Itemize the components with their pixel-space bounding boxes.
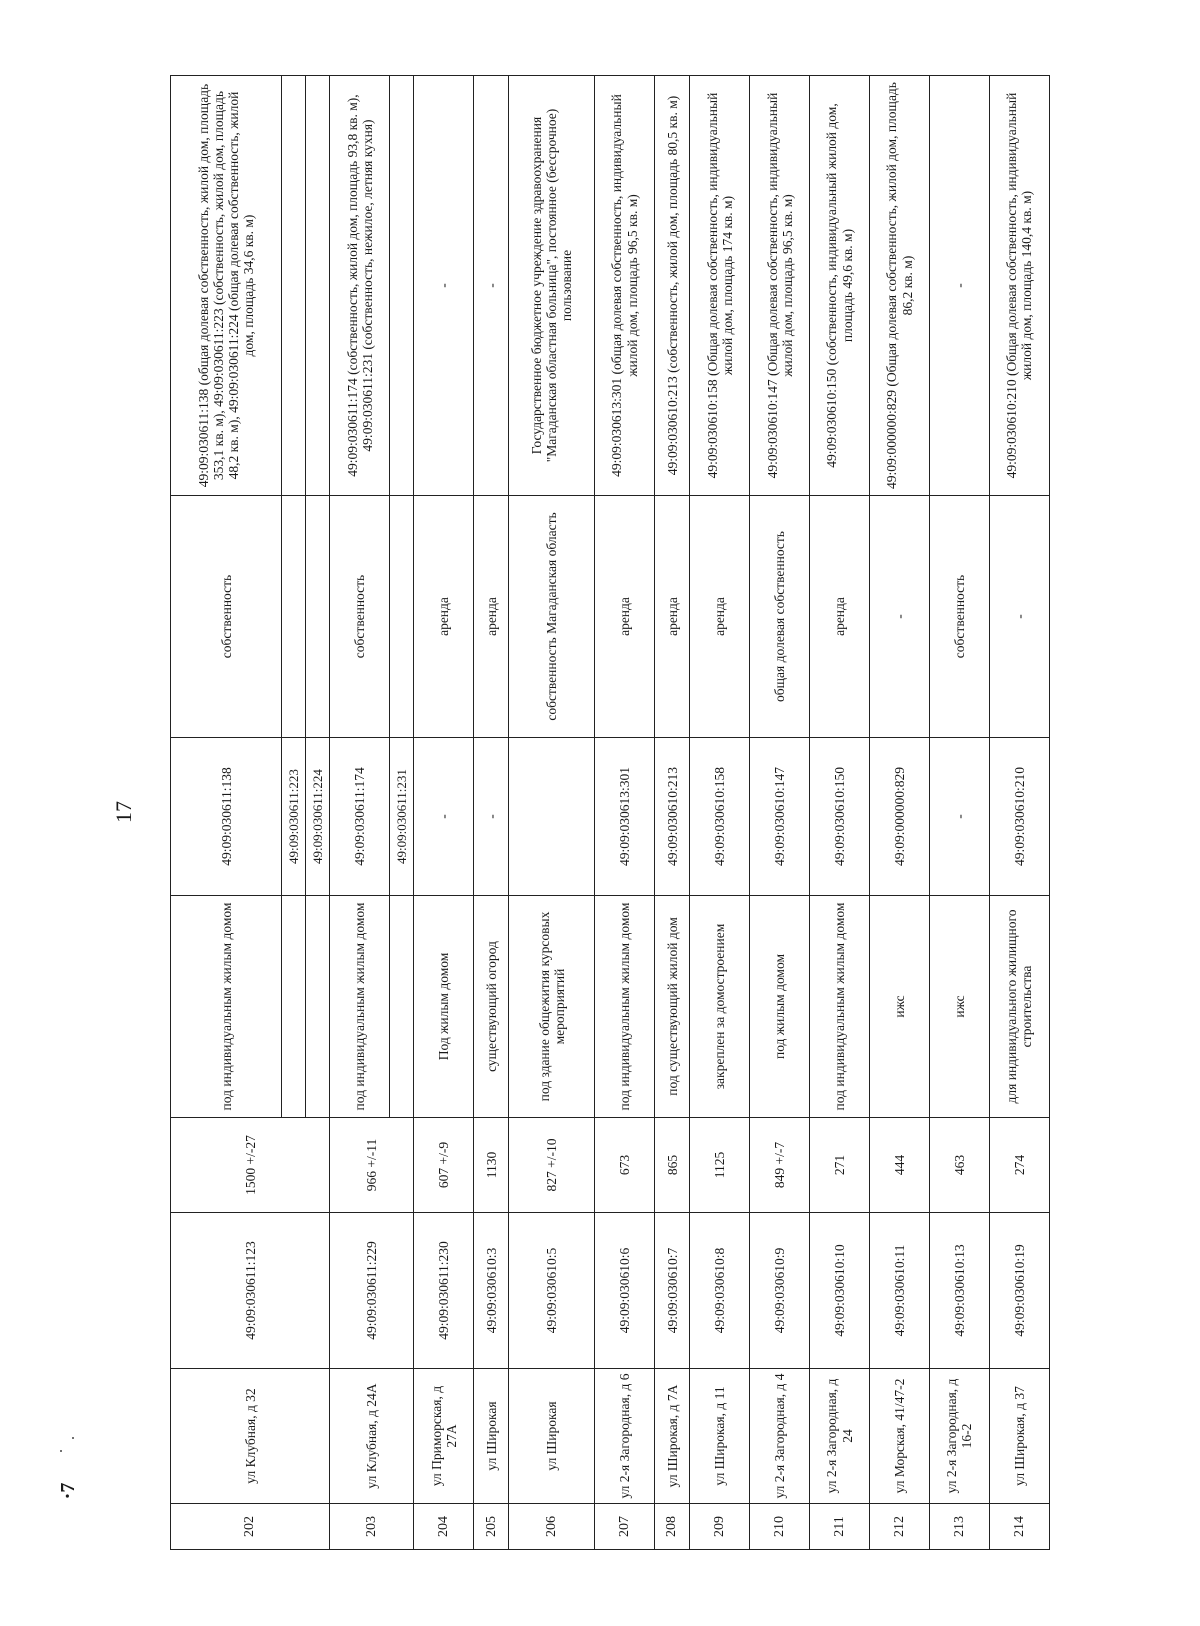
empty-cell [306,76,330,496]
cadastral-cell: 49:09:030610:5 [509,1213,595,1369]
right-cell: собственность [330,496,390,738]
cadastral-cell: 49:09:030610:13 [929,1213,989,1369]
area-cell: 274 [989,1118,1049,1213]
empty-cell [306,496,330,738]
object-cell: 49:09:030611:138 [171,738,282,896]
area-cell: 865 [655,1118,690,1213]
building-info-cell: 49:09:000000:829 (Общая долевая собственность, жилой дом, площадь 86,2 кв. м) [870,76,930,496]
object-cell: 49:09:030611:223 [282,738,306,896]
cadastral-cell: 49:09:030611:230 [414,1213,474,1369]
row-number: 213 [929,1504,989,1550]
address-cell: ул 2-я Загородная, д 6 [595,1369,655,1504]
table-row [929,76,989,1550]
land-registry-table [170,75,1050,1550]
cadastral-cell: 49:09:030610:7 [655,1213,690,1369]
scan-speck [72,1437,74,1439]
object-cell: 49:09:030611:174 [330,738,390,896]
address-cell: ул Широкая, д 37 [989,1369,1049,1504]
area-cell: 1125 [690,1118,750,1213]
object-cell: 49:09:030610:150 [810,738,870,896]
right-cell: аренда [690,496,750,738]
row-number: 202 [171,1504,330,1550]
row-number: 212 [870,1504,930,1550]
right-cell: собственность [171,496,282,738]
area-cell: 271 [810,1118,870,1213]
right-cell: - [870,496,930,738]
empty-cell [306,896,330,1118]
table-row [330,76,390,1550]
area-cell: 849 +/-7 [750,1118,810,1213]
land-registry-table-container [170,76,1050,1550]
object-cell: 49:09:030610:158 [690,738,750,896]
right-cell: собственность Магаданская область [509,496,595,738]
table-row [171,76,282,1550]
building-info-cell: - [929,76,989,496]
right-cell: - [989,496,1049,738]
table-row [690,76,750,1550]
row-number: 207 [595,1504,655,1550]
object-cell: 49:09:030613:301 [595,738,655,896]
cadastral-cell: 49:09:030610:10 [810,1213,870,1369]
row-number: 211 [810,1504,870,1550]
empty-cell [282,896,306,1118]
area-cell: 1500 +/-27 [171,1118,330,1213]
table-row [655,76,690,1550]
scan-speck [60,1450,62,1452]
cadastral-cell: 49:09:030610:3 [474,1213,509,1369]
use-cell: под жилым домом [750,896,810,1118]
table-row [414,76,474,1550]
right-cell: аренда [655,496,690,738]
right-cell: аренда [810,496,870,738]
building-info-cell: 49:09:030610:150 (собственность, индивидуальный жилой дом, площадь 49,6 кв. м) [810,76,870,496]
building-info-cell: 49:09:030611:174 (собственность, жилой дом, площадь 93,8 кв. м), 49:09:030611:231 (собственность, нежилое, летняя кухня) [330,76,390,496]
row-number: 209 [690,1504,750,1550]
use-cell: под существующий жилой дом [655,896,690,1118]
empty-cell [282,496,306,738]
address-cell: ул Широкая, д 7А [655,1369,690,1504]
use-cell: ижс [929,896,989,1118]
building-info-cell: - [474,76,509,496]
use-cell: под индивидуальным жилым домом [810,896,870,1118]
right-cell: общая долевая собственность [750,496,810,738]
table-row [989,76,1049,1550]
area-cell: 1130 [474,1118,509,1213]
area-cell: 673 [595,1118,655,1213]
address-cell: ул 2-я Загородная, д 4 [750,1369,810,1504]
cadastral-cell: 49:09:030610:9 [750,1213,810,1369]
right-cell: аренда [414,496,474,738]
table-row [509,76,595,1550]
page-number: 17 [111,801,136,823]
building-info-cell: 49:09:030610:158 (Общая долевая собственность, индивидуальный жилой дом, площадь 174 кв. м) [690,76,750,496]
building-info-cell: 49:09:030611:138 (общая долевая собственность, жилой дом, площадь 353,1 кв. м), 49:09:030611:223 (собственность, жилой дом, площадь 48,2 кв. м), 49:09:030611:224 (общая долевая собственность, жилой дом, площадь 34,6 кв. м) [171,76,282,496]
right-cell: аренда [474,496,509,738]
address-cell: ул 2-я Загородная, д 16-2 [929,1369,989,1504]
table-row [474,76,509,1550]
object-cell: 49:09:030610:210 [989,738,1049,896]
object-cell: - [474,738,509,896]
table-row [810,76,870,1550]
margin-mark: ·7 [57,1482,79,1500]
building-info-cell: 49:09:030613:301 (общая долевая собственность, индивидуальный жилой дом, площадь 96,5 кв. м) [595,76,655,496]
right-cell: аренда [595,496,655,738]
empty-cell [390,496,414,738]
cadastral-cell: 49:09:030610:6 [595,1213,655,1369]
address-cell: ул 2-я Загородная, д 24 [810,1369,870,1504]
area-cell: 827 +/-10 [509,1118,595,1213]
row-number: 203 [330,1504,414,1550]
object-cell: 49:09:000000:829 [870,738,930,896]
building-info-cell: 49:09:030610:147 (Общая долевая собственность, индивидуальный жилой дом, площадь 96,5 кв. м) [750,76,810,496]
row-number: 205 [474,1504,509,1550]
area-cell: 966 +/-11 [330,1118,414,1213]
use-cell: под индивидуальным жилым домом [595,896,655,1118]
row-number: 210 [750,1504,810,1550]
cadastral-cell: 49:09:030610:8 [690,1213,750,1369]
right-cell: собственность [929,496,989,738]
object-cell [509,738,595,896]
area-cell: 607 +/-9 [414,1118,474,1213]
table-row [870,76,930,1550]
object-cell: - [414,738,474,896]
use-cell: под индивидуальным жилым домом [171,896,282,1118]
use-cell: существующий огород [474,896,509,1118]
area-cell: 444 [870,1118,930,1213]
cadastral-cell: 49:09:030610:11 [870,1213,930,1369]
address-cell: ул Морская, 41/47-2 [870,1369,930,1504]
address-cell: ул Приморская, д 27А [414,1369,474,1504]
object-cell: 49:09:030611:231 [390,738,414,896]
cadastral-cell: 49:09:030611:123 [171,1213,330,1369]
address-cell: ул Широкая, д 11 [690,1369,750,1504]
cadastral-cell: 49:09:030611:229 [330,1213,414,1369]
empty-cell [390,896,414,1118]
object-cell: 49:09:030610:213 [655,738,690,896]
use-cell: Под жилым домом [414,896,474,1118]
object-cell: 49:09:030611:224 [306,738,330,896]
building-info-cell: 49:09:030610:213 (собственность, жилой дом, площадь 80,5 кв. м) [655,76,690,496]
row-number: 206 [509,1504,595,1550]
table-row [595,76,655,1550]
empty-cell [282,76,306,496]
row-number: 208 [655,1504,690,1550]
object-cell: 49:09:030610:147 [750,738,810,896]
use-cell: под здание общежития курсовых мероприятий [509,896,595,1118]
address-cell: ул Клубная, д 32 [171,1369,330,1504]
area-cell: 463 [929,1118,989,1213]
row-number: 214 [989,1504,1049,1550]
empty-cell [390,76,414,496]
table-row [750,76,810,1550]
building-info-cell: 49:09:030610:210 (Общая долевая собственность, индивидуальный жилой дом, площадь 140,4 кв. м) [989,76,1049,496]
address-cell: ул Клубная, д 24А [330,1369,414,1504]
object-cell: - [929,738,989,896]
row-number: 204 [414,1504,474,1550]
address-cell: ул Широкая [509,1369,595,1504]
building-info-cell: - [414,76,474,496]
address-cell: ул Широкая [474,1369,509,1504]
use-cell: для индивидуального жилищного строительства [989,896,1049,1118]
cadastral-cell: 49:09:030610:19 [989,1213,1049,1369]
use-cell: ижс [870,896,930,1118]
building-info-cell: Государственное бюджетное учреждение здравоохранения "Магаданская областная больница", постоянное (бессрочное) пользование [509,76,595,496]
use-cell: закреплен за домостроением [690,896,750,1118]
use-cell: под индивидуальным жилым домом [330,896,390,1118]
